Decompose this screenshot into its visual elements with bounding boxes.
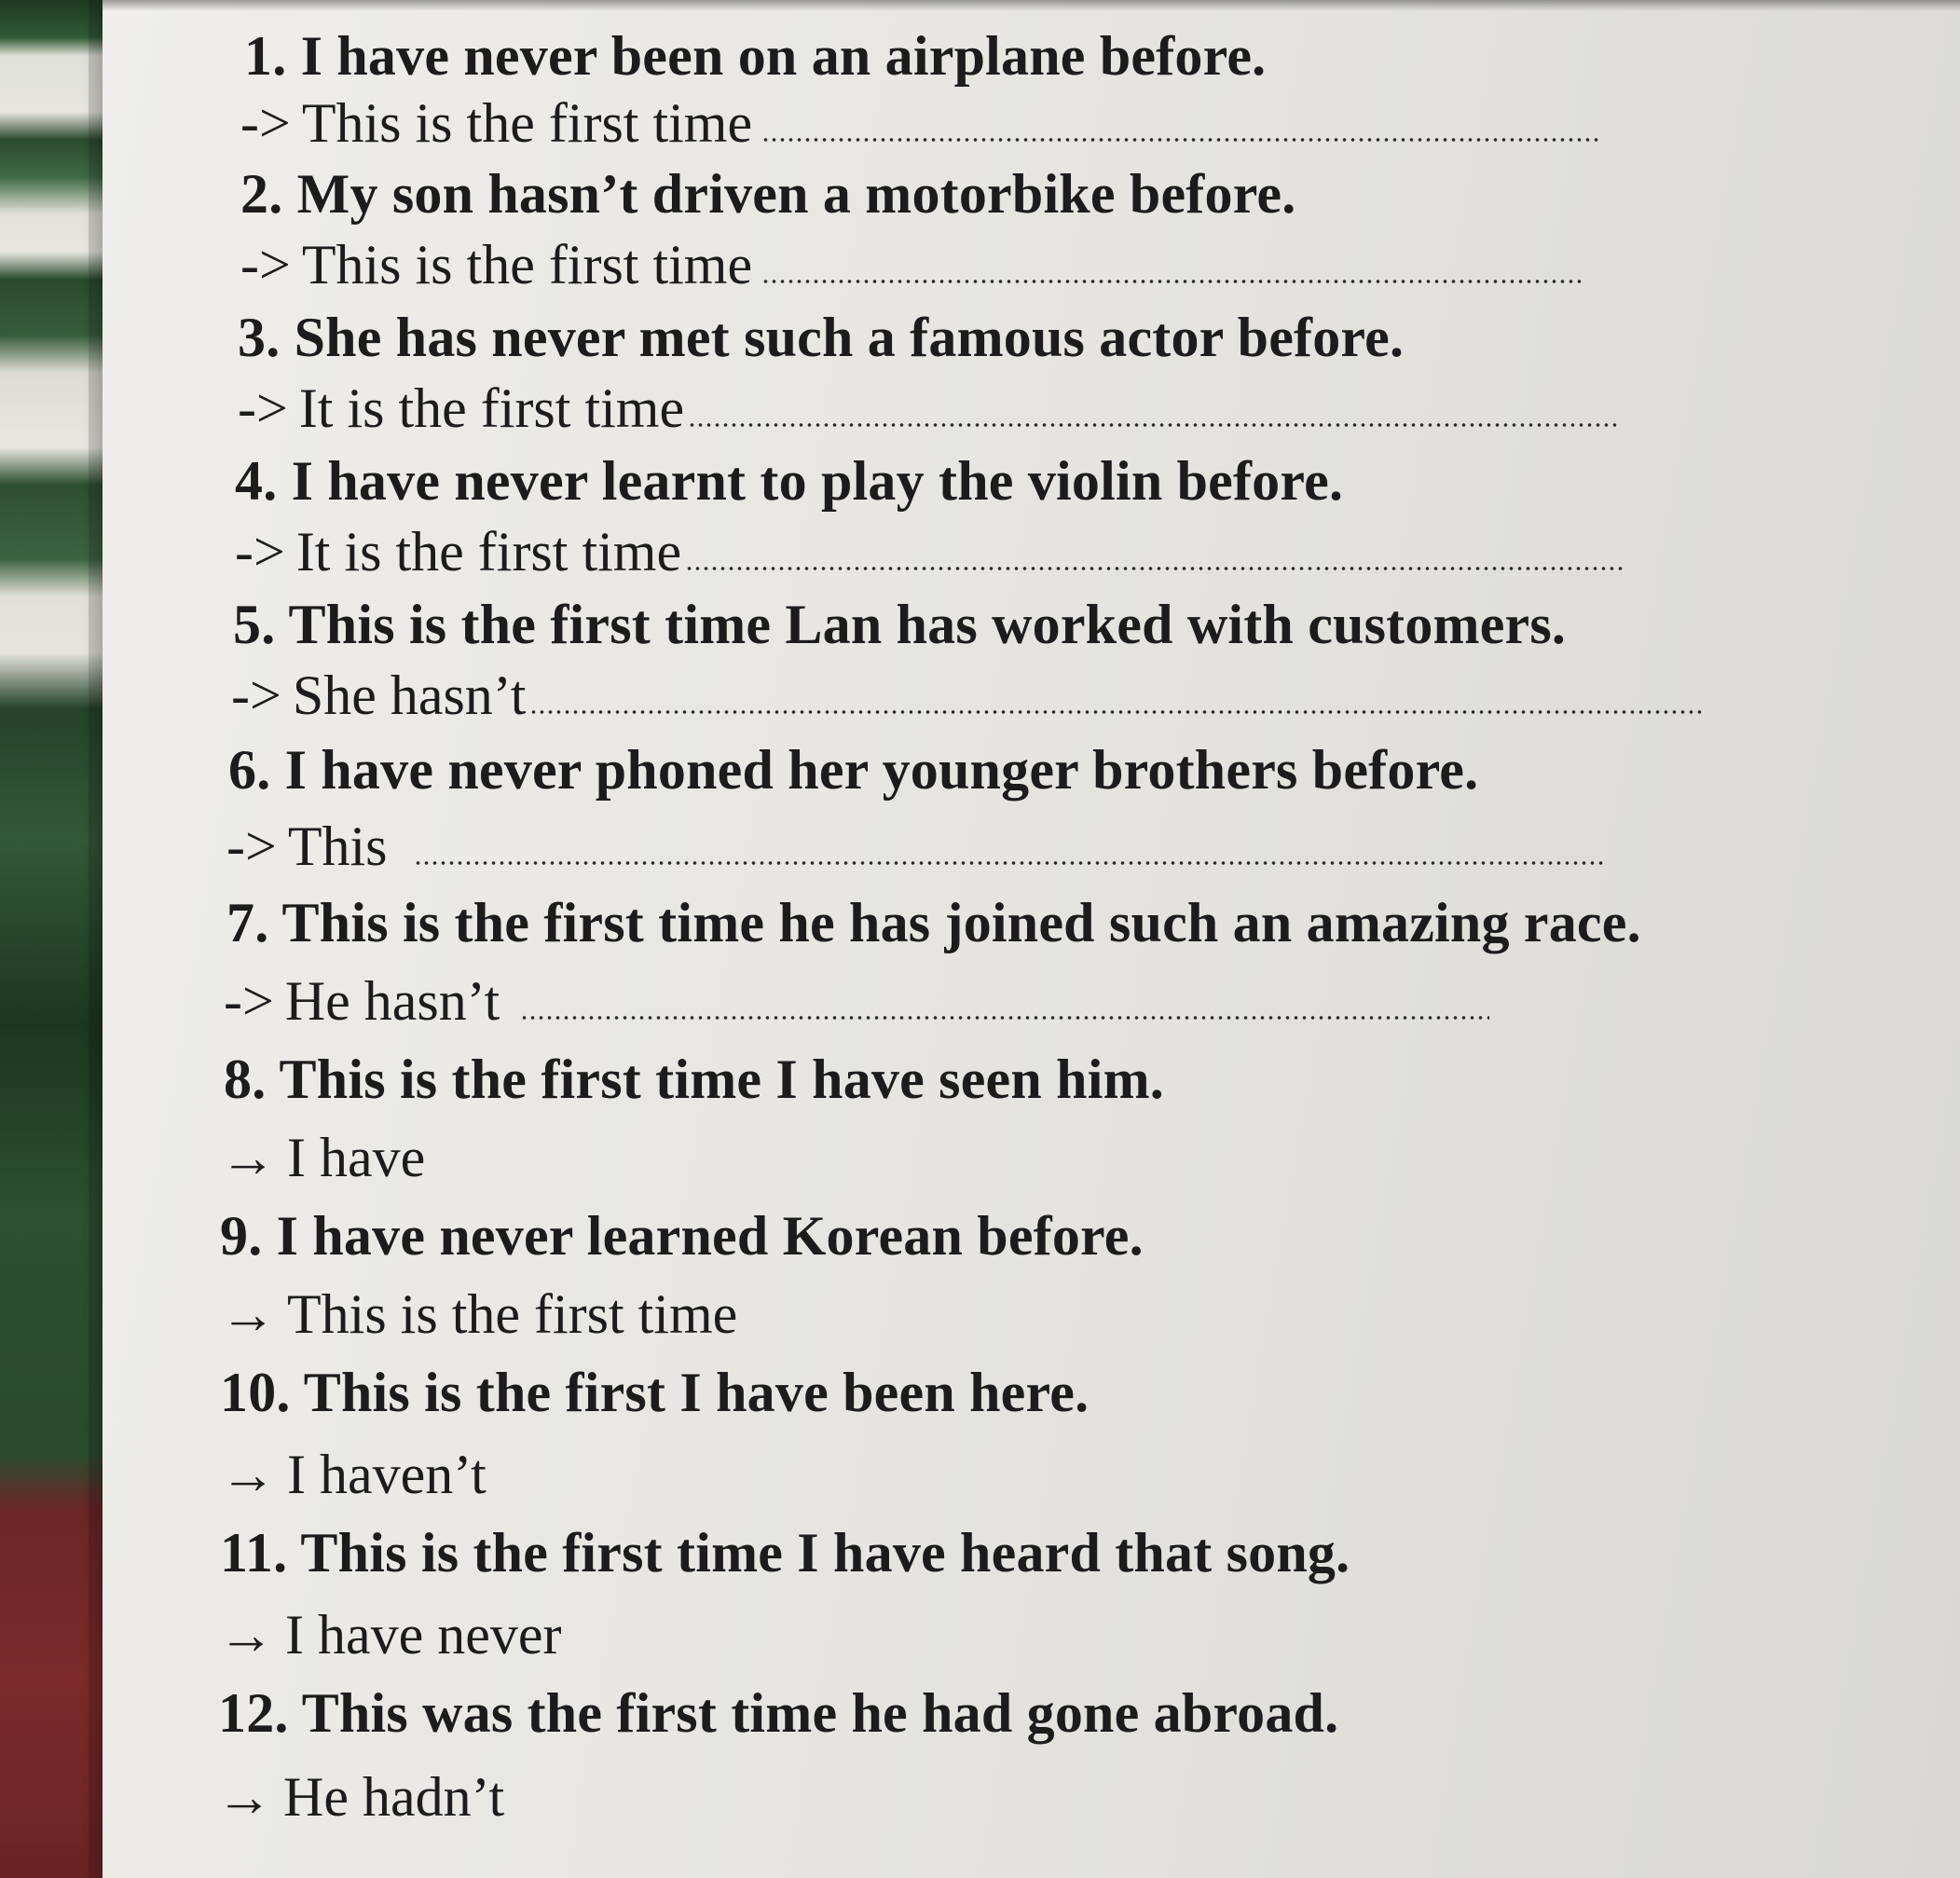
exercise-2-question: 2. My son hasn’t driven a motorbike before.: [240, 163, 1296, 225]
exercise-4-question: 4. I have never learnt to play the violin before.: [235, 450, 1344, 512]
arrow-icon: →: [220, 1283, 276, 1345]
answer-blank[interactable]: [414, 861, 1607, 865]
exercise-3-answer: -> It is the first time: [238, 380, 1620, 436]
answer-blank[interactable]: [685, 567, 1626, 570]
arrow-icon: →: [220, 1127, 276, 1188]
exercise-11-question: 11. This is the first time I have heard that song.: [220, 1522, 1350, 1583]
arrow-icon: →: [218, 1604, 274, 1666]
arrow-icon: ->: [224, 970, 274, 1032]
arrow-icon: ->: [240, 92, 291, 154]
exercise-9-answer: → This is the first time: [220, 1283, 738, 1345]
exercise-10-answer: → I haven’t: [220, 1444, 487, 1505]
paper-top-edge: [103, 0, 1960, 11]
arrow-icon: ->: [238, 377, 288, 439]
answer-blank[interactable]: [688, 423, 1620, 427]
exercise-8-question: 8. This is the first time I have seen him.: [224, 1049, 1164, 1110]
exercise-8-answer: → I have: [220, 1127, 426, 1188]
exercise-7-question: 7. This is the first time he has joined such an amazing race.: [226, 892, 1641, 953]
exercise-6-question: 6. I have never phoned her younger brothers before.: [228, 739, 1479, 801]
answer-blank[interactable]: [761, 280, 1582, 283]
exercise-12-answer: → He hadn’t: [216, 1766, 505, 1828]
exercise-1-answer: -> This is the first time: [240, 95, 1600, 151]
exercise-1-question: 1. I have never been on an airplane before.: [244, 25, 1267, 87]
exercise-10-question: 10. This is the first I have been here.: [220, 1362, 1090, 1423]
exercise-9-question: 9. I have never learned Korean before.: [220, 1205, 1144, 1267]
exercise-3-question: 3. She has never met such a famous actor before.: [238, 307, 1405, 368]
exercise-5-question: 5. This is the first time Lan has worked with customers.: [233, 594, 1567, 655]
arrow-icon: ->: [240, 234, 291, 295]
arrow-icon: ->: [231, 665, 281, 726]
exercise-4-answer: -> It is the first time: [235, 524, 1626, 580]
exercise-12-question: 12. This was the first time he had gone abroad.: [218, 1682, 1339, 1744]
arrow-icon: ->: [226, 816, 277, 877]
arrow-icon: →: [220, 1444, 276, 1505]
answer-blank[interactable]: [520, 1016, 1489, 1020]
exercise-2-answer: -> This is the first time: [240, 237, 1582, 293]
exercise-6-answer: -> This: [226, 818, 1607, 874]
answer-blank[interactable]: [761, 138, 1600, 142]
arrow-icon: →: [216, 1766, 272, 1828]
exercise-11-answer: → I have never: [218, 1604, 562, 1666]
exercise-7-answer: -> He hasn’t: [224, 973, 1489, 1029]
exercise-5-answer: -> She hasn’t: [231, 667, 1704, 723]
answer-blank[interactable]: [529, 710, 1704, 714]
arrow-icon: ->: [235, 521, 285, 583]
